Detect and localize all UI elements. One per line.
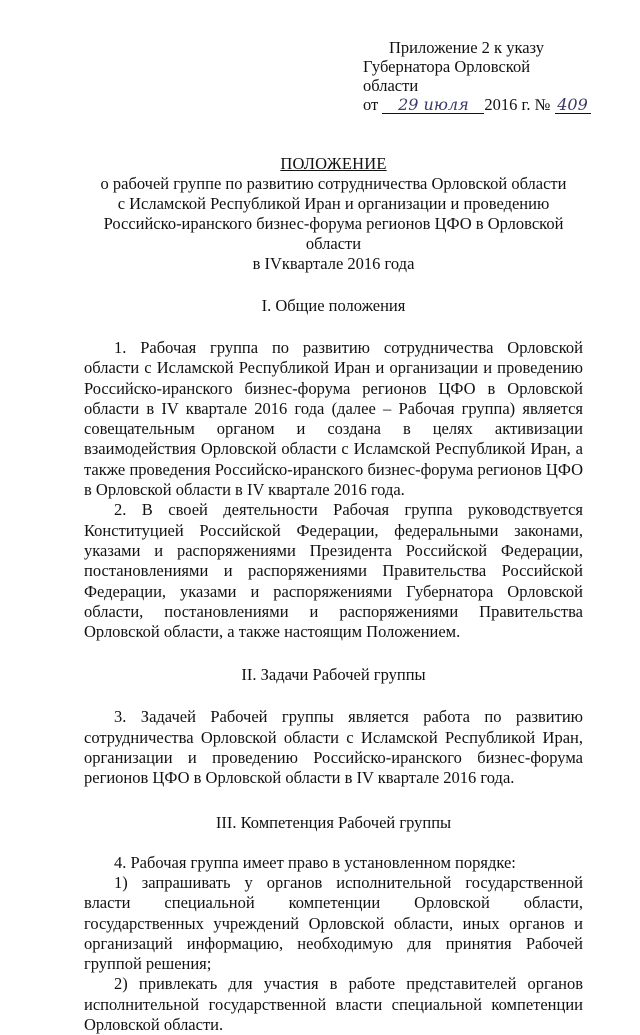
document-title: [84, 154, 583, 274]
appendix-line-1: Приложение 2 к указу: [389, 38, 544, 57]
section-heading-tasks: II. Задачи Рабочей группы: [241, 665, 426, 685]
appendix-line-2: Губернатора Орловской области: [363, 57, 531, 95]
title-line: в IVквартале 2016 года: [252, 254, 415, 273]
paragraph: 2) привлекать для участия в работе представителей органов исполнительной государственной власти специальной компетенции Орловской области.: [84, 974, 583, 1035]
appendix-date-line: [363, 95, 588, 114]
handwritten-date: 29 июля: [382, 97, 484, 114]
title-main: ПОЛОЖЕНИЕ: [280, 154, 387, 173]
section-heading-competence: III. Компетенция Рабочей группы: [215, 812, 452, 832]
paragraph: 3. Задачей Рабочей группы является работа по развитию сотрудничества Орловской области с Исламской Республикой Иран, организации и проведению Российско-иранского бизнес-форума регионов ЦФО в Орловской области в IV квартале 2016 года.: [84, 707, 583, 788]
title-line: о рабочей группе по развитию сотрудничества Орловской области: [100, 174, 567, 193]
title-line: с Исламской Республикой Иран и организации и проведению: [117, 194, 550, 213]
paragraph: 2. В своей деятельности Рабочая группа руководствуется Конституцией Российской Федерации, федеральными законами, указами и распоряжениями Президента Российской Федерации, постановлениями и распоряжениями Правительства Российской Федерации, указами и распоряжениями Губернатора Орловской области, постановлениями и распоряжениями Правительства Орловской области, а также настоящим Положением.: [84, 500, 583, 642]
paragraph: 4. Рабочая группа имеет право в установленном порядке:: [114, 852, 516, 872]
year-text: 2016 г. №: [484, 95, 551, 114]
paragraph: 1) запрашивать у органов исполнительной государственной власти специальной компетенции Орловской области, государственных учреждений Орловской области, иных органов и организаций информацию, необходимую для принятия Рабочей группой решения;: [84, 872, 583, 974]
title-line: Российско-иранского бизнес-форума регионов ЦФО в Орловской области: [103, 214, 564, 253]
date-prefix: от: [363, 95, 379, 114]
section-heading-general: I. Общие положения: [261, 296, 406, 315]
handwritten-number: 409: [555, 97, 591, 114]
appendix-header: [363, 38, 588, 114]
paragraph: 1. Рабочая группа по развитию сотрудничества Орловской области с Исламской Республикой Иран и организации и проведению Российско-иранского бизнес-форума регионов ЦФО в Орловской области в IV квартале 2016 года (далее – Рабочая группа) является совещательным органом и создана в целях активизации взаимодействия Орловской области с Исламской Республикой Иран, а также проведения Российско-иранского бизнес-форума регионов ЦФО в Орловской области в IV квартале 2016 года.: [84, 338, 583, 500]
